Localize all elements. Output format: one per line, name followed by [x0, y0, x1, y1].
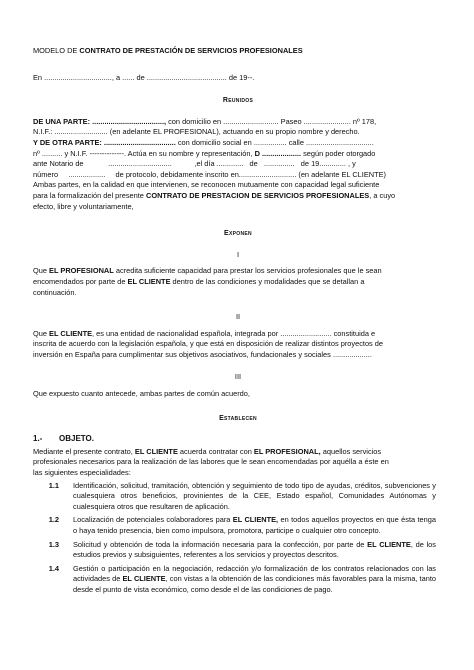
exponen-i-l1-b: acredita suficiente capacidad para prestar los servicios profesionales que le sean [113, 266, 382, 276]
ambas-line3: efecto, libre y voluntariamente, [33, 201, 134, 211]
item-text-a: Solicitud y obtención de toda la información necesaria para la confección, por parte de [73, 539, 368, 549]
item-number: 1.4 [48, 563, 59, 573]
parte2-line2-b: según poder otorgado [301, 148, 376, 158]
item-number: 1.2 [48, 515, 59, 525]
objeto-line1 [33, 447, 443, 458]
title-bold: CONTRATO DE PRESTACIÓN DE SERVICIOS PROFESIONALES [79, 46, 303, 55]
item-text-bold: EL CLIENTE [122, 574, 166, 584]
exponen-iii-line1: Que expuesto cuanto antecede, ambas partes de común acuerdo, [33, 389, 250, 399]
item-text-a: Identificación, solicitud, tramitación, obtención y seguimiento de todo tipo de ayudas, créditos, subvenciones y cualesquiera otros beneficios, provinientes de la CEE, Estado español, Comunidades Autónomas y cualesquiera otros que resultaren de aplicación. [73, 480, 436, 511]
parte2-line4: número .................. de protocolo, debidamente inscrito en............................ (en adelante EL CLIENTE) [33, 169, 386, 179]
objeto-line2: profesionales necesarios para la realización de las labores que le sean encomendadas por aquélla a éste en [33, 457, 389, 467]
objeto-heading [33, 434, 443, 445]
objeto-l1-bold1: EL CLIENTE [134, 446, 178, 456]
exponen-i-l2-a: encomendados por parte de [33, 276, 128, 286]
parte1-line1 [33, 117, 443, 128]
item-text-bold: EL CLIENTE, [232, 515, 279, 525]
document-title [33, 46, 443, 57]
list-item [33, 515, 443, 536]
item-number: 1.1 [48, 480, 59, 490]
exponen-numeral-ii: II [235, 312, 241, 322]
objeto-l1-c: aquellos servicios [320, 446, 382, 456]
ambas-line2-bold: CONTRATO DE PRESTACION DE SERVICIOS PROFESIONALES [145, 190, 370, 200]
objeto-l1-b: acuerda contratar con [177, 446, 254, 456]
exponen-i-line3: continuación. [33, 287, 77, 297]
item-text-bold: EL CLIENTE [367, 539, 411, 549]
section-exponen-heading: Exponen [224, 230, 252, 238]
item-text-a: Gestión o participación en la negociación, redacción y/o formalización de los contratos relacionados con las actividades de [73, 563, 436, 584]
exponen-ii-l1-bold: EL CLIENTE [49, 328, 93, 338]
exponen-ii-l1-b: , es una entidad de nacionalidad española, integrada por ......................... constituida e [92, 328, 376, 338]
item-text-a: Localización de potenciales colaboradores para [73, 515, 233, 525]
exponen-numeral-iii: III [234, 372, 242, 382]
list-item [33, 481, 443, 513]
exponen-ii-line1 [33, 329, 443, 340]
item-text [73, 481, 443, 513]
exponen-i-l1-a: Que [33, 266, 50, 276]
parte2-line1-rest: con domicilio social en ................ calle ................................. [175, 137, 374, 147]
ambas-line2-a: para la formalización del presente [33, 190, 146, 200]
item-text-b: en todos aquellos proyectos en que ésta tenga o haya tenido presencia, bien como impulsora, promotora, participe o cualquier otro concepto. [73, 515, 436, 535]
section-reunidos-heading: Reunidos [222, 97, 254, 105]
parte2-line2 [33, 149, 443, 160]
objeto-line3: las siguientes especialidades: [33, 468, 131, 478]
parte2-line2-bold: D ................... [254, 148, 302, 158]
item-text-b: , con vistas a la obtención de las condiciones más favorables para la misma, tanto desde el punto de vista económico, como desde el de las condiciones de pago. [73, 574, 436, 594]
objeto-l1-a: Mediante el presente contrato, [33, 446, 135, 456]
item-number: 1.3 [48, 539, 59, 549]
exponen-i-line1 [33, 266, 443, 277]
item-text-b: , de los estudios previos y subsiguientes, referentes a los servicios y proyectos descritos. [73, 539, 436, 560]
list-item [33, 540, 443, 561]
parte2-line2-a: nº .......... y N.I.F. --------------. Actúa en su nombre y representación, [33, 148, 255, 158]
item-text [73, 564, 443, 596]
exponen-i-l1-bold: EL PROFESIONAL [49, 266, 114, 276]
list-item [33, 564, 443, 596]
parte2-line1 [33, 138, 443, 149]
parte1-line1-rest: con domicilio en ........................... Paseo ....................... nº 178, [166, 116, 377, 126]
ambas-line2 [33, 191, 443, 202]
exponen-i-l2-bold: EL CLIENTE [127, 276, 171, 286]
objeto-l1-bold2: EL PROFESIONAL, [253, 446, 321, 456]
exponen-i-l2-b: dentro de las condiciones y modalidades que se detallan a [170, 276, 365, 286]
parte2-line3: ante Notario de ............................... ,el día ............. de ............... de 19............. , y [33, 159, 356, 169]
parte2-label: Y DE OTRA PARTE: ................................... [33, 137, 176, 147]
objeto-number: 1.- [33, 434, 43, 444]
ambas-line2-b: , a cuyo [369, 190, 396, 200]
parte1-line2: N.I.F.: .......................... (en adelante EL PROFESIONAL), actuando en su propio nombre y derecho. [33, 127, 360, 137]
title-prefix: MODELO DE [33, 46, 80, 55]
section-establecen-heading: Establecen [219, 414, 257, 422]
exponen-numeral-i: I [236, 249, 240, 259]
place-date-line: En ................................., a ...... de ....................................... de 19--. [33, 72, 255, 82]
contract-body [33, 46, 443, 599]
item-text [73, 540, 443, 561]
parte1-label: DE UNA PARTE: ..................................., [33, 116, 167, 126]
exponen-i-line2 [33, 277, 443, 288]
exponen-ii-l1-a: Que [33, 328, 50, 338]
exponen-ii-line3: inversión en España para cumplimentar sus objetivos asociativos, fundacionales y sociales ................... [33, 349, 372, 359]
objeto-label: OBJETO. [59, 434, 94, 444]
exponen-ii-line2: inscrita de acuerdo con la legislación española, y que está en disposición de realizar distintos proyectos de [33, 339, 384, 349]
ambas-line1: Ambas partes, en la calidad en que intervienen, se reconocen mutuamente con capacidad legal suficiente [33, 180, 380, 190]
item-text [73, 515, 443, 536]
